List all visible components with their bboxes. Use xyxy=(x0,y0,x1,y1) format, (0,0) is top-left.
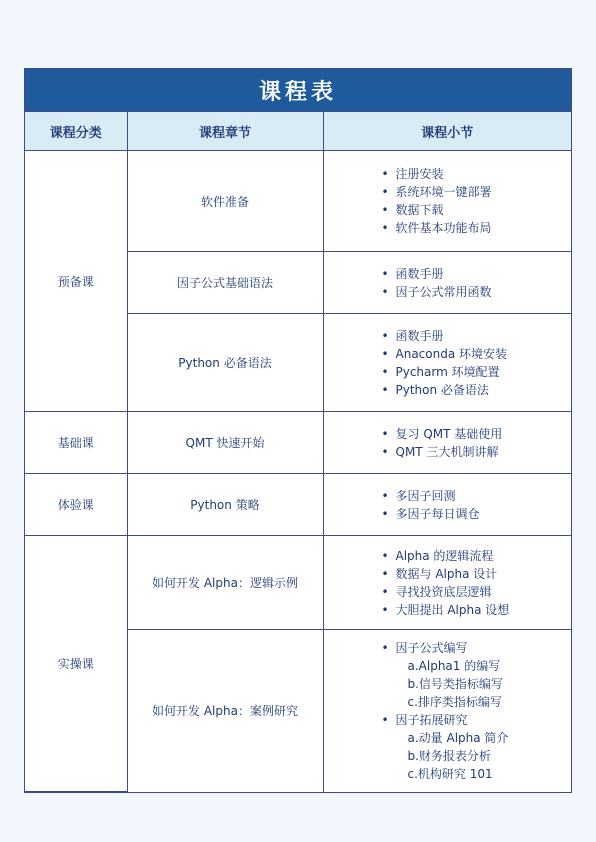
category-prep: 预备课 xyxy=(25,151,127,412)
list-item: • 函数手册 xyxy=(381,266,444,281)
schedule-table xyxy=(25,112,571,792)
list-item: • Alpha 的逻辑流程 xyxy=(381,548,494,563)
list-item: • 数据与 Alpha 设计 xyxy=(381,566,498,581)
header-row xyxy=(25,112,571,151)
chapter-alpha-logic: 如何开发 Alpha：逻辑示例 xyxy=(127,536,323,630)
category-practice: 实操课 xyxy=(25,536,127,792)
list-subitem: c.机构研究 101 xyxy=(407,766,493,781)
list-item: • Python 必备语法 xyxy=(381,382,489,397)
list-subitem: a.动量 Alpha 简介 xyxy=(407,730,509,745)
section-list xyxy=(323,412,571,474)
list-item: • 软件基本功能布局 xyxy=(381,221,492,235)
section-list xyxy=(323,474,571,536)
list-item: • 注册安装 xyxy=(381,167,444,181)
list-subitem: b.信号类指标编写 xyxy=(407,676,503,691)
chapter-factor-syntax: 因子公式基础语法 xyxy=(127,252,323,314)
list-item: • 多因子每日调仓 xyxy=(381,506,480,521)
list-item: • 函数手册 xyxy=(381,328,444,343)
section-list xyxy=(323,151,571,252)
list-item: • 寻找投资底层逻辑 xyxy=(381,584,492,599)
table-row xyxy=(25,474,571,536)
section-list xyxy=(323,314,571,412)
header-chapter: 课程章节 xyxy=(127,112,323,151)
list-item: • QMT 三大机制讲解 xyxy=(381,444,499,459)
list-item: • 大胆提出 Alpha 设想 xyxy=(381,602,510,617)
list-item: • 数据下载 xyxy=(381,203,444,217)
header-category: 课程分类 xyxy=(25,112,127,151)
chapter-alpha-cases: 如何开发 Alpha：案例研究 xyxy=(127,630,323,792)
table-row xyxy=(25,151,571,252)
table-title: 课程表 xyxy=(25,69,571,112)
list-item: • 系统环境一键部署 xyxy=(381,185,492,199)
schedule-table-container xyxy=(24,68,572,793)
list-subitem: c.排序类指标编写 xyxy=(407,694,502,709)
list-subitem: a.Alpha1 的编写 xyxy=(407,658,501,673)
list-item: • Anaconda 环境安装 xyxy=(381,346,507,361)
table-row xyxy=(25,412,571,474)
list-item: • 因子公式常用函数 xyxy=(381,284,492,299)
chapter-python-syntax: Python 必备语法 xyxy=(127,314,323,412)
list-item: • Pycharm 环境配置 xyxy=(381,364,500,379)
header-section: 课程小节 xyxy=(323,112,571,151)
chapter-software-prep: 软件准备 xyxy=(127,151,323,252)
table-row xyxy=(25,536,571,630)
list-item: • 复习 QMT 基础使用 xyxy=(381,426,503,441)
list-item: • 因子公式编写 xyxy=(381,640,468,655)
section-list xyxy=(323,536,571,630)
list-item: • 多因子回测 xyxy=(381,488,456,503)
chapter-python-strategy: Python 策略 xyxy=(127,474,323,536)
category-basic: 基础课 xyxy=(25,412,127,474)
list-item: • 因子拓展研究 xyxy=(381,712,468,727)
category-trial: 体验课 xyxy=(25,474,127,536)
list-subitem: b.财务报表分析 xyxy=(407,748,491,763)
chapter-qmt-start: QMT 快速开始 xyxy=(127,412,323,474)
section-list xyxy=(323,630,571,792)
section-list xyxy=(323,252,571,314)
